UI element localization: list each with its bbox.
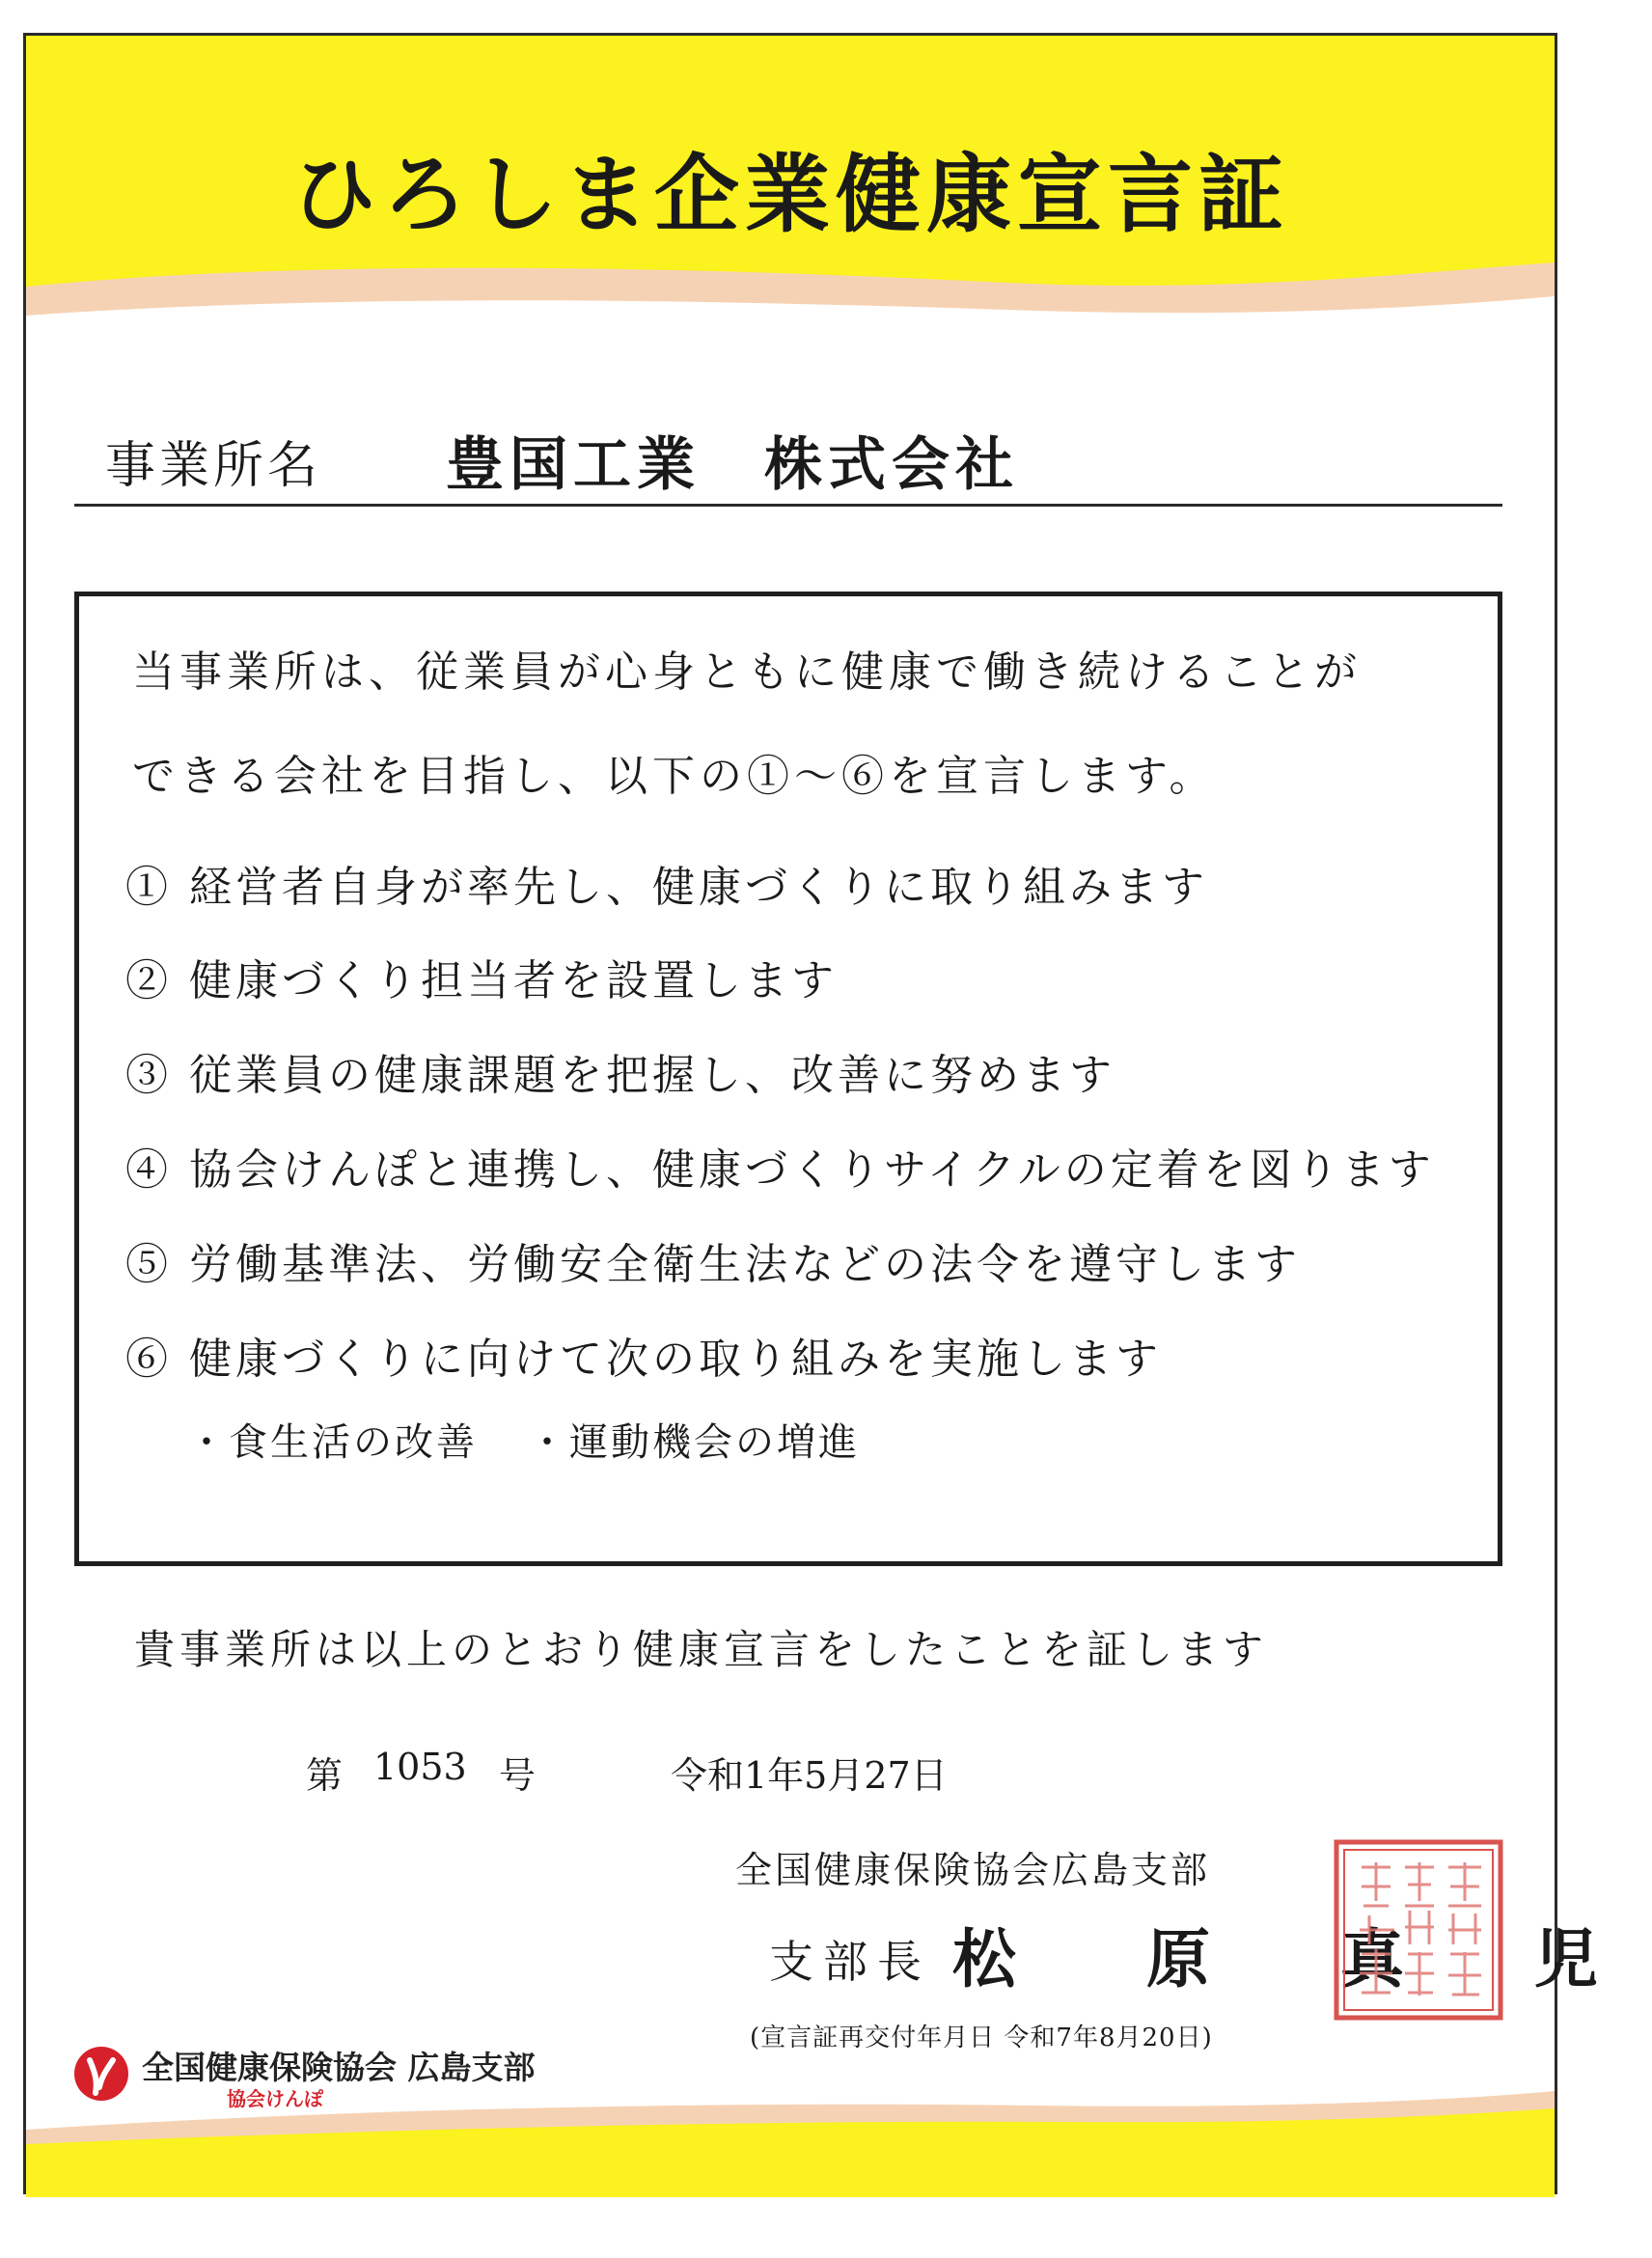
- declaration-item-2: ② 健康づくり担当者を設置します: [125, 956, 838, 1005]
- reissue-date: (宣言証再交付年月日 令和7年8月20日): [750, 2024, 1213, 2052]
- logo-main-text: 全国健康保険協会 広島支部: [142, 2049, 536, 2086]
- certificate-number: 1053: [373, 1746, 467, 1788]
- declaration-item-5: ⑤ 労働基準法、労働安全衛生法などの法令を遵守します: [125, 1240, 1301, 1289]
- certificate-frame: [23, 33, 1652, 2194]
- declaration-box: [74, 592, 1502, 1566]
- issuer-title: 支部長: [769, 1936, 931, 1988]
- declaration-intro-line-2: できる会社を目指し、以下の①～⑥を宣言します。: [132, 752, 1217, 801]
- declaration-item-1: ① 経営者自身が率先し、健康づくりに取り組みます: [125, 863, 1208, 912]
- office-row: [74, 417, 1502, 507]
- issuer-org: 全国健康保険協会広島支部: [735, 1849, 1211, 1891]
- certification-statement: 貴事業所は以上のとおり健康宣言をしたことを証します: [134, 1626, 1269, 1673]
- issue-date: 令和1年5月27日: [671, 1754, 948, 1797]
- logo-sub-text: 協会けんぽ: [227, 2087, 323, 2110]
- office-label: 事業所名: [105, 437, 322, 495]
- declaration-intro-line-1: 当事業所は、従業員が心身ともに健康で働き続けることが: [132, 647, 1362, 697]
- certificate-title: ひろしま企業健康宣言証: [290, 144, 1289, 244]
- declaration-item-4: ④ 協会けんぽと連携し、健康づくりサイクルの定着を図ります: [125, 1145, 1435, 1195]
- declaration-item-3: ③ 従業員の健康課題を把握し、改善に努めます: [125, 1051, 1115, 1100]
- header-wave: [26, 258, 1555, 373]
- sub-item-diet: ・食生活の改善: [187, 1420, 478, 1465]
- sub-item-exercise: ・運動機会の増進: [528, 1420, 860, 1465]
- issuer-name: 松 原 真 児: [952, 1921, 1652, 1996]
- footer-band: [26, 2062, 1555, 2197]
- official-seal: [1333, 1838, 1504, 2022]
- declaration-item-6: ⑥ 健康づくりに向けて次の取り組みを実施します: [125, 1335, 1162, 1384]
- office-name: 豊国工業 株式会社: [446, 431, 1019, 499]
- number-suffix: 号: [499, 1754, 537, 1797]
- number-prefix: 第: [306, 1754, 344, 1797]
